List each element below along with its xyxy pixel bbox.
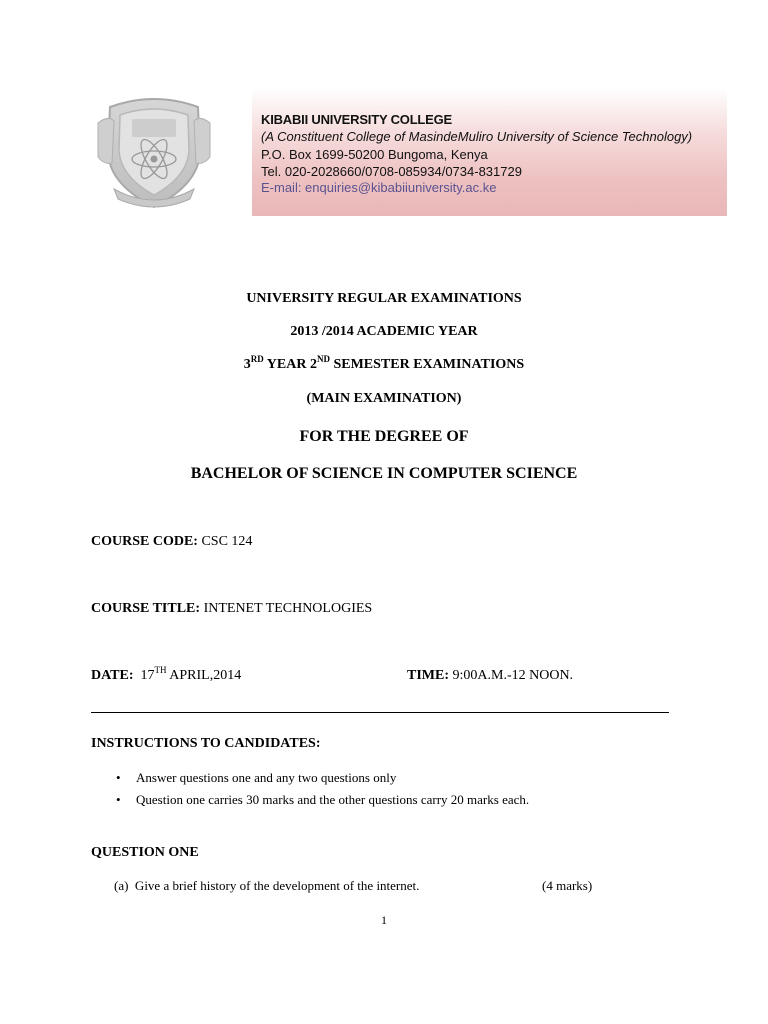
course-title-value: INTENET TECHNOLOGIES: [200, 601, 373, 616]
letterhead-block: [252, 88, 727, 216]
exam-time-label: TIME:: [407, 668, 449, 683]
page-number: 1: [381, 913, 387, 927]
exam-date-day: 17: [133, 668, 155, 683]
college-address: P.O. Box 1699-50200 Bungoma, Kenya: [261, 147, 488, 162]
exam-time: [407, 668, 573, 684]
question-one-heading: QUESTION ONE: [91, 845, 199, 860]
degree-title: BACHELOR OF SCIENCE IN COMPUTER SCIENCE: [190, 465, 578, 482]
exam-heading-academic-year: 2013 /2014 ACADEMIC YEAR: [290, 324, 478, 339]
exam-date-label: DATE:: [91, 668, 134, 683]
college-telephone: Tel. 020-2028660/0708-085934/0734-831729: [261, 164, 522, 179]
semester-number: YEAR 2: [263, 357, 317, 372]
course-title: [91, 601, 372, 617]
exam-date-month-year: APRIL,2014: [166, 668, 242, 683]
course-title-label: COURSE TITLE:: [91, 601, 201, 616]
exam-heading-main: (MAIN EXAMINATION): [306, 391, 462, 406]
question-part-a-marks: (4 marks): [542, 878, 593, 893]
college-subtitle: (A Constituent College of MasindeMuliro University of Science Technology): [261, 129, 693, 144]
course-code-label: COURSE CODE:: [91, 534, 198, 549]
degree-heading: FOR THE DEGREE OF: [299, 428, 469, 445]
instructions-heading: INSTRUCTIONS TO CANDIDATES:: [91, 736, 321, 751]
list-item: • Question one carries 30 marks and the other questions carry 20 marks each.: [116, 792, 529, 814]
course-code: [91, 534, 252, 550]
list-item: • Answer questions one and any two questions only: [116, 770, 529, 792]
exam-heading-semester: [0, 354, 768, 373]
course-code-value: CSC 124: [197, 534, 253, 549]
college-email: E-mail: enquiries@kibabiiuniversity.ac.ke: [261, 180, 497, 195]
exam-heading-1: UNIVERSITY REGULAR EXAMINATIONS: [246, 291, 522, 306]
question-part-a: (a) Give a brief history of the development of the internet.: [114, 878, 420, 893]
divider-line: [91, 712, 669, 713]
year-number: 3: [243, 357, 251, 372]
exam-date-ordinal: TH: [154, 665, 167, 675]
college-name: KIBABII UNIVERSITY COLLEGE: [261, 112, 453, 127]
year-ordinal: RD: [250, 354, 264, 364]
university-crest-icon: [92, 93, 216, 211]
semester-ordinal: ND: [316, 354, 330, 364]
exam-time-value: 9:00A.M.-12 NOON.: [449, 668, 574, 683]
instructions-list: [116, 770, 529, 814]
exam-date: [91, 665, 242, 684]
semester-text: SEMESTER EXAMINATIONS: [329, 357, 525, 372]
